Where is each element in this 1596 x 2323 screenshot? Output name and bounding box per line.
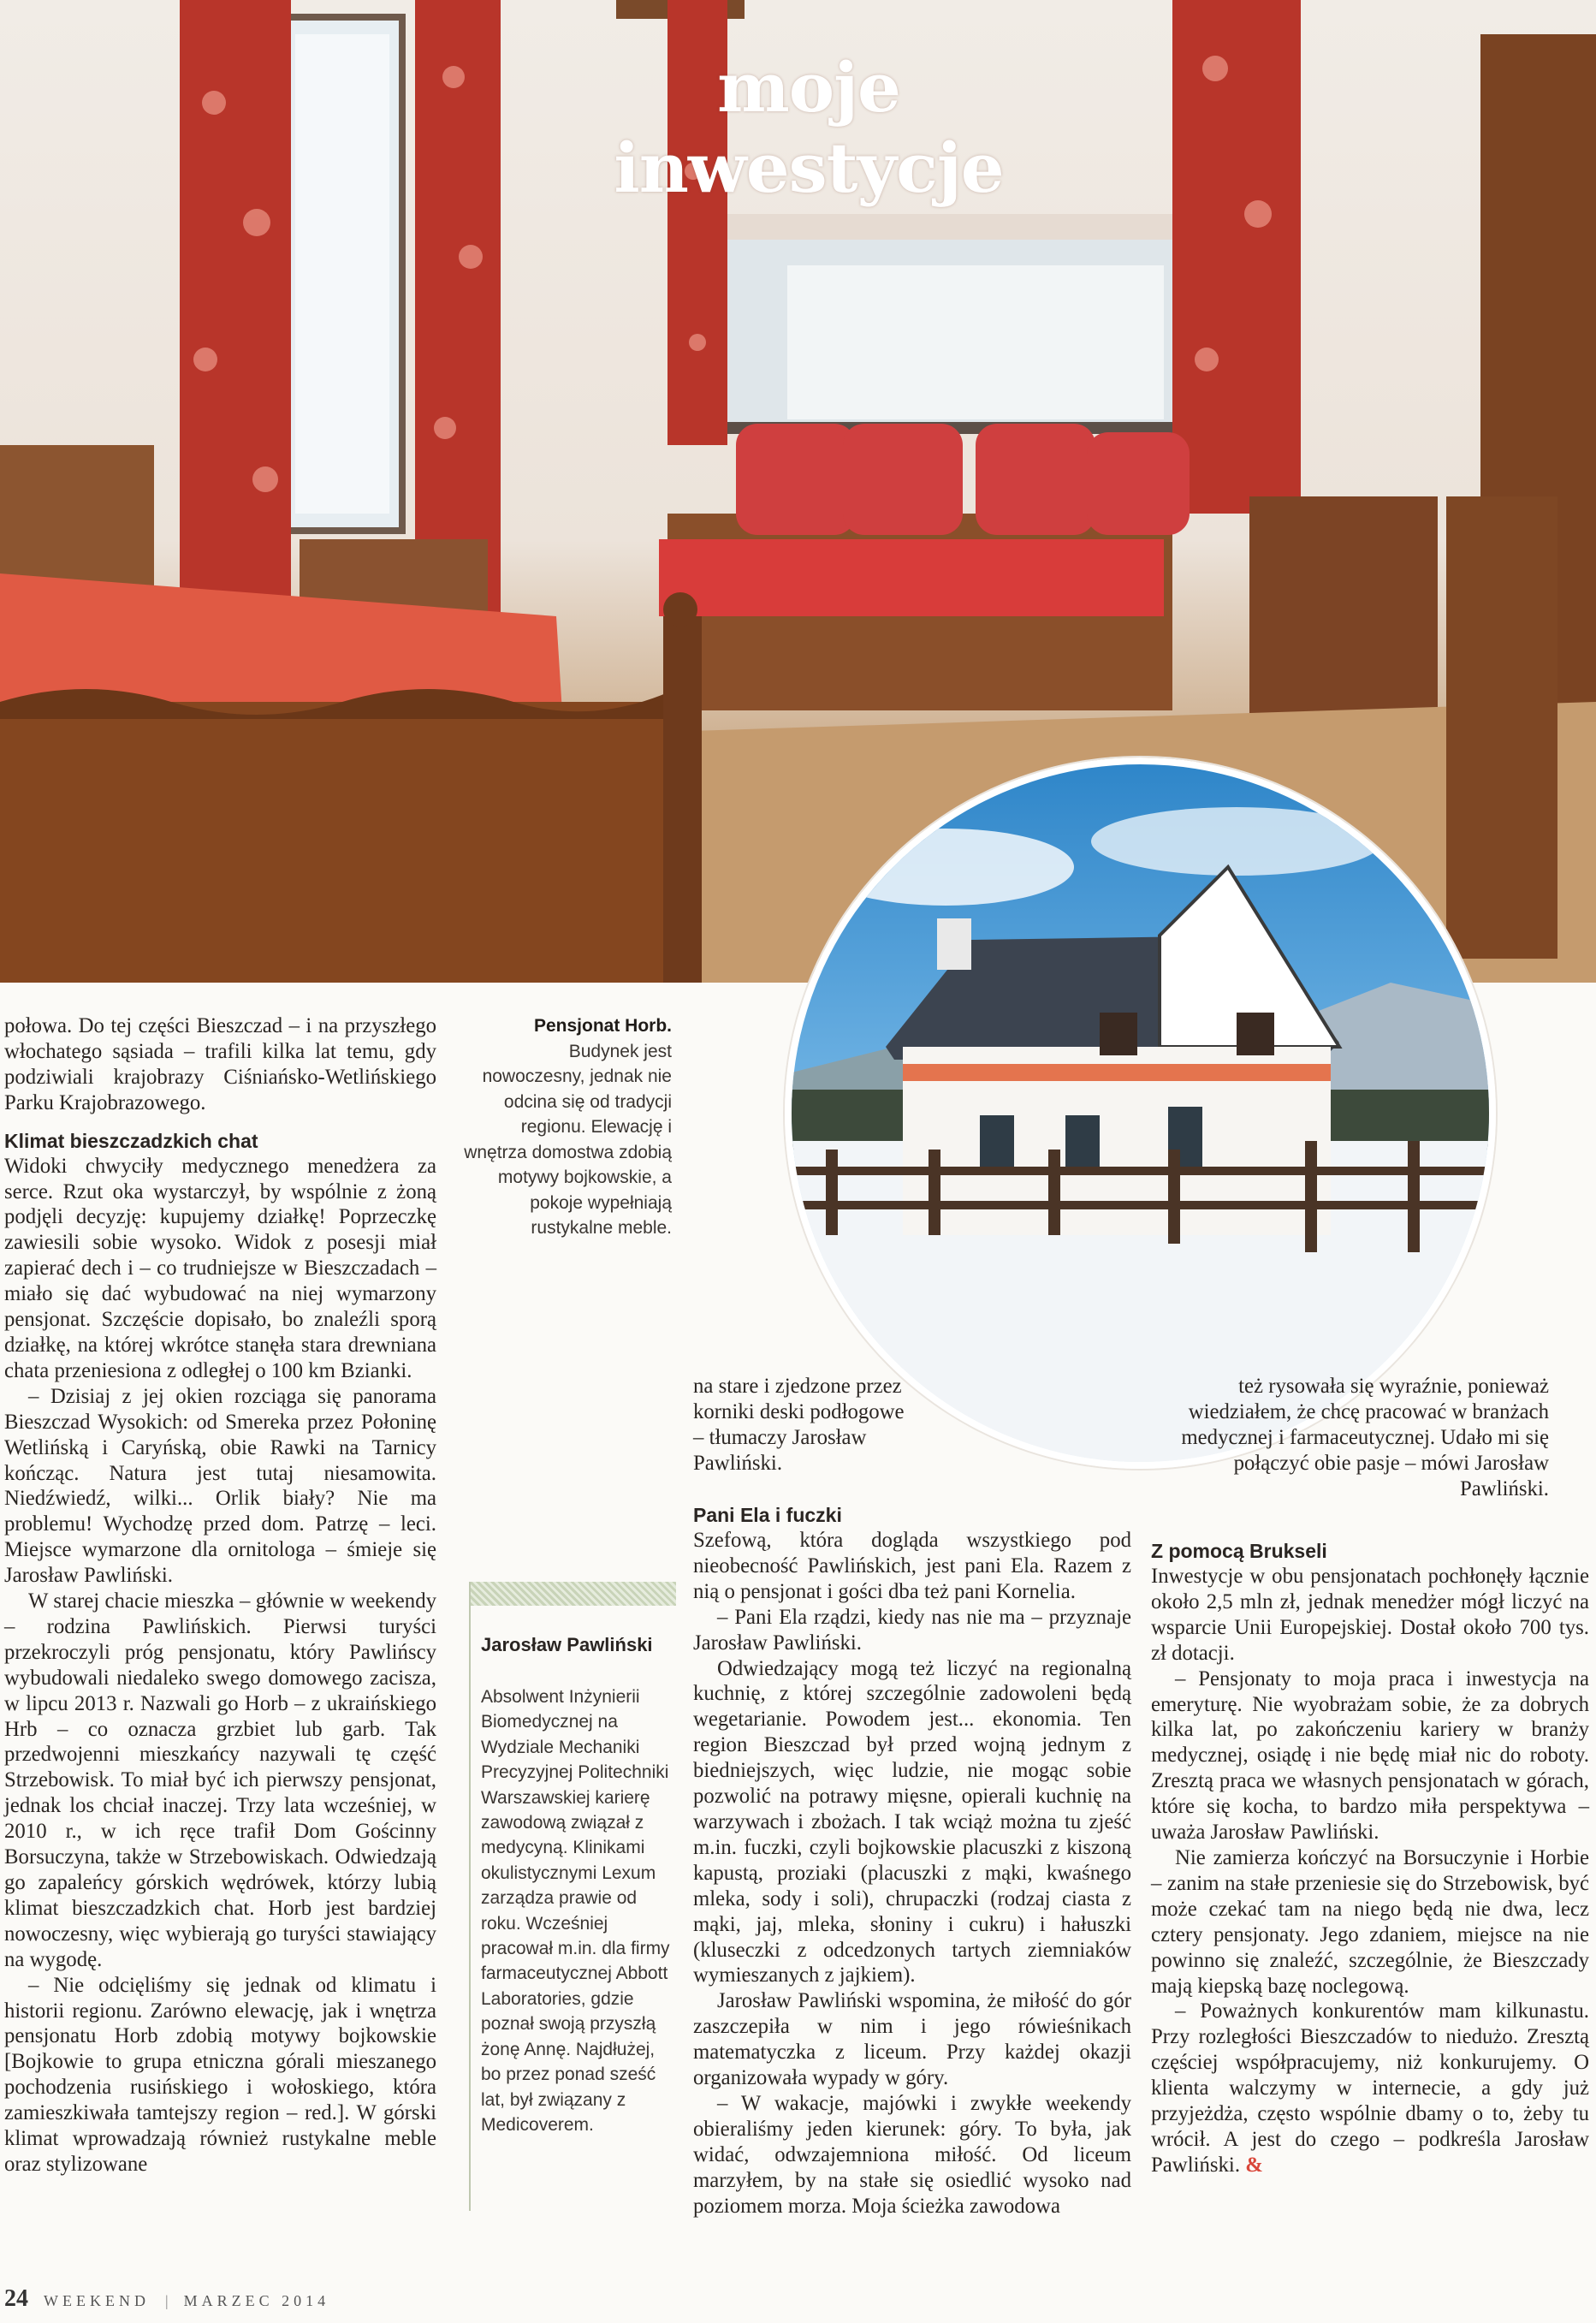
article-column-3	[693, 1502, 1131, 2219]
footer-separator: |	[164, 2292, 169, 2309]
paragraph: – Nie odcięliśmy się jednak od klimatu i historii regionu. Zarówno elewację, jak i wnętrza pensjonatu Horb zdobią motywy bojkowskie [Bojkowie to grupa etniczna górali mieszanego pochodzenia rusińskiego i wołoskiego, która zamieszkiwała tamtejszy region – red.]. W górski klimat wprowadzają również rustykalne meble oraz stylizowane	[4, 1973, 436, 2176]
end-of-article-mark: &	[1245, 2153, 1263, 2177]
paragraph: też rysowała się wyraźnie, ponieważ wiedziałem, że chcę pracować w branżach medycznej i farmaceutycznej. Udało mi się połączyć obie pasje – mówi Jarosław Pawliński.	[1181, 1375, 1549, 1500]
issue-date: MARZEC 2014	[183, 2292, 330, 2309]
article-column-4-top	[1147, 1374, 1549, 1502]
paragraph: – Dzisiaj z jej okien rozciąga się panorama Bieszczad Wysokich: od Smereka przez Połoninę Wetlińską i Caryńską, obie Rawki na Tarnicy kończąc. Natura jest tutaj niesamowita. Niedźwiedź, wilki... Orlik biały? Nie ma problemu! Wychodzę przed dom. Patrzę – leci. Miejsce wymarzone dla ornitologa – śmieje się Jarosław Pawliński.	[4, 1384, 436, 1588]
page-number: 24	[4, 2285, 28, 2312]
paragraph: – W wakacje, majówki i zwykłe weekendy obieraliśmy jeden kierunek: góry. To była, jak widać, odwzajemniona miłość. Od liceum marzyłem, by na stałe się osiedlić wysoko nad poziomem morza. Moja ścieżka zawodowa	[693, 2091, 1131, 2218]
paragraph: W starej chacie mieszka – głównie w weekendy – rodzina Pawlińskich. Pierwsi turyści przekroczyli próg pensjonatu, który Pawlińscy wybudowali niedaleko swego domowego zacisza, w lipcu 2013 r. Nazwali go Horb – z ukraińskiego Hrb – co oznacza grzbiet lub garb. Tak przedwojenni mieszkańcy nazywali tę część Strzebowisk. To miał być ich pierwszy pensjonat, jednak los chciał inaczej. Trzy lata wcześniej, w 2010 r., w ich ręce trafił Dom Gościnny Borsuczyna, także w Strzebowiskach. Odwiedzają go zapaleńcy górskich wędrówek, którzy lubią klimat bieszczadzkich chat. Horb jest bardziej nowoczesny, więc wybierają go turyści stawiający na wygodę.	[4, 1589, 436, 1971]
caption-title: Pensjonat Horb.	[533, 1016, 672, 1036]
publication-name: WEEKEND	[44, 2292, 150, 2309]
photo-caption	[462, 1013, 672, 1241]
paragraph: – Pensjonaty to moja praca i inwestycja na emeryturę. Nie wyobrażam sobie, że za dobrych kilka lat, po zakończeniu kariery w branży medycznej, osiądę i nie będę miał nic do roboty. Zresztą praca we własnych pensjonatach w górach, które się kocha, to bardzo miła perspektywa – uważa Jarosław Pawliński.	[1151, 1666, 1589, 1845]
bio-sidebar	[469, 1582, 676, 2211]
caption-text: Budynek jest nowoczesny, jednak nie odcina się od tradycji regionu. Elewację i wnętrza domostwa zdobią motywy bojkowskie, a pokoje wypełniają rustykalne meble.	[464, 1041, 672, 1238]
subheading: Z pomocą Brukseli	[1151, 1540, 1327, 1562]
paragraph: Inwestycje w obu pensjonatach pochłonęły łącznie około 2,5 mln zł, jednak menedżer mógł liczyć na wsparcie Unii Europejskiej. Dostał około 700 tys. zł dotacji.	[1151, 1565, 1589, 1665]
paragraph-text: – Poważnych konkurentów mam kilkunastu. Przy rozległości Bieszczadów to niedużo. Zresztą częściej współpracujemy, niż konkurujemy. O klienta walczymy w internecie, a gdy już przyjeżdża, często wspólnie dbamy o to, żeby tu wrócił. A jest do czego – podkreśla Jarosław Pawliński.	[1151, 1999, 1589, 2177]
house-illustration	[792, 764, 1489, 1462]
bio-decorative-bar	[471, 1582, 676, 1606]
article-column-1	[4, 1013, 436, 2177]
paragraph	[1151, 1999, 1589, 2177]
article-column-4	[1151, 1538, 1589, 2178]
section-tag: moje inwestycje	[614, 47, 1004, 208]
paragraph: Nie zamierza kończyć na Borsuczynie i Horbie – zanim na stałe przeniesie się do Strzebowisk, być może czekać tam na niego będą nie dwa, lecz cztery pensjonaty. Jego zdaniem, miejsce na nie powinno się znaleźć, szczególnie, że Bieszczady mają kiepską bazę noclegową.	[1151, 1845, 1589, 1998]
page-footer	[4, 2285, 689, 2311]
paragraph: – Pani Ela rządzi, kiedy nas nie ma – przyznaje Jarosław Pawliński.	[693, 1605, 1131, 1655]
paragraph: połowa. Do tej części Bieszczad – i na przyszłego włochatego sąsiada – trafili kilka lat temu, gdy podziwiali krajobrazy Ciśniańsko-Wetlińskiego Parku Krajobrazowego.	[4, 1014, 436, 1114]
paragraph: Odwiedzający mogą też liczyć na regionalną kuchnię, z której szczególnie zadowoleni będą wegetarianie. Powodem jest... ekonomia. Ten region Bieszczad był przed wojną jednym z biedniejszych, więc ludzie, nie mogąc sobie pozwolić na potrawy mięsne, opierali kuchnię na warzywach i zbożach. I tak wciąż można tu zjeść m.in. fuczki, czyli bojkowskie placuszki z kiszoną kapustą, proziaki (placuszki z mąki, kwaśnego mleka, sody i soli), chrupaczki (rodzaj ciasta z mąki, jaj, mleka, słoniny i cukru) i hałuszki (kluseczki z odcedzonych tartych ziemniaków wymieszanych z jajkiem).	[693, 1656, 1131, 1987]
paragraph: Widoki chwyciły medycznego menedżera za serce. Rzut oka wystarczył, by wspólnie z żoną podjęli decyzję: kupujemy działkę! Poprzeczkę zawiesili sobie wysoko. Widok z posesji miał zapierać dech i – co trudniejsze w Bieszczadach – miało się dać wybudować na niej wymarzony pensjonat. Szczęście dopisało, bo znaleźli sporą działkę, na której wkrótce stanęła stara drewniana chata przeniesiona z odległej o 100 km Bzianki.	[4, 1154, 436, 1382]
paragraph: Jarosław Pawliński wspomina, że miłość do gór zaszczepiła w nim i jego rówieśnikach matematyczka z liceum. Przy każdej okazji organizowała wypady w góry.	[693, 1989, 1131, 2090]
article-column-3-top	[693, 1374, 916, 1476]
bio-name: Jarosław Pawliński	[481, 1634, 653, 1655]
paragraph: Szefową, która dogląda wszystkiego pod nieobecność Pawlińskich, jest pani Ela. Razem z nią o pensjonat i gości dba też pani Kornelia.	[693, 1529, 1131, 1603]
subheading: Pani Ela i fuczki	[693, 1504, 842, 1526]
paragraph: na stare i zjedzone przez korniki deski podłogowe – tłumaczy Jarosław Pawliński.	[693, 1375, 905, 1475]
subheading: Klimat bieszczadzkich chat	[4, 1129, 258, 1152]
bio-text: Absolwent Inżynierii Biomedycznej na Wydziale Mechaniki Precyzyjnej Politechniki Warszawskiej karierę zawodową związał z medycyną. Klinikami okulistycznymi Lexum zarządza prawie od roku. Wcześniej pracował m.in. dla firmy farmaceutycznej Abbott Laboratories, gdzie poznał swoją przyszłą żonę Annę. Najdłużej, bo przez ponad sześć lat, był związany z Medicoverem.	[481, 1687, 670, 2135]
pension-house-photo	[785, 758, 1496, 1469]
